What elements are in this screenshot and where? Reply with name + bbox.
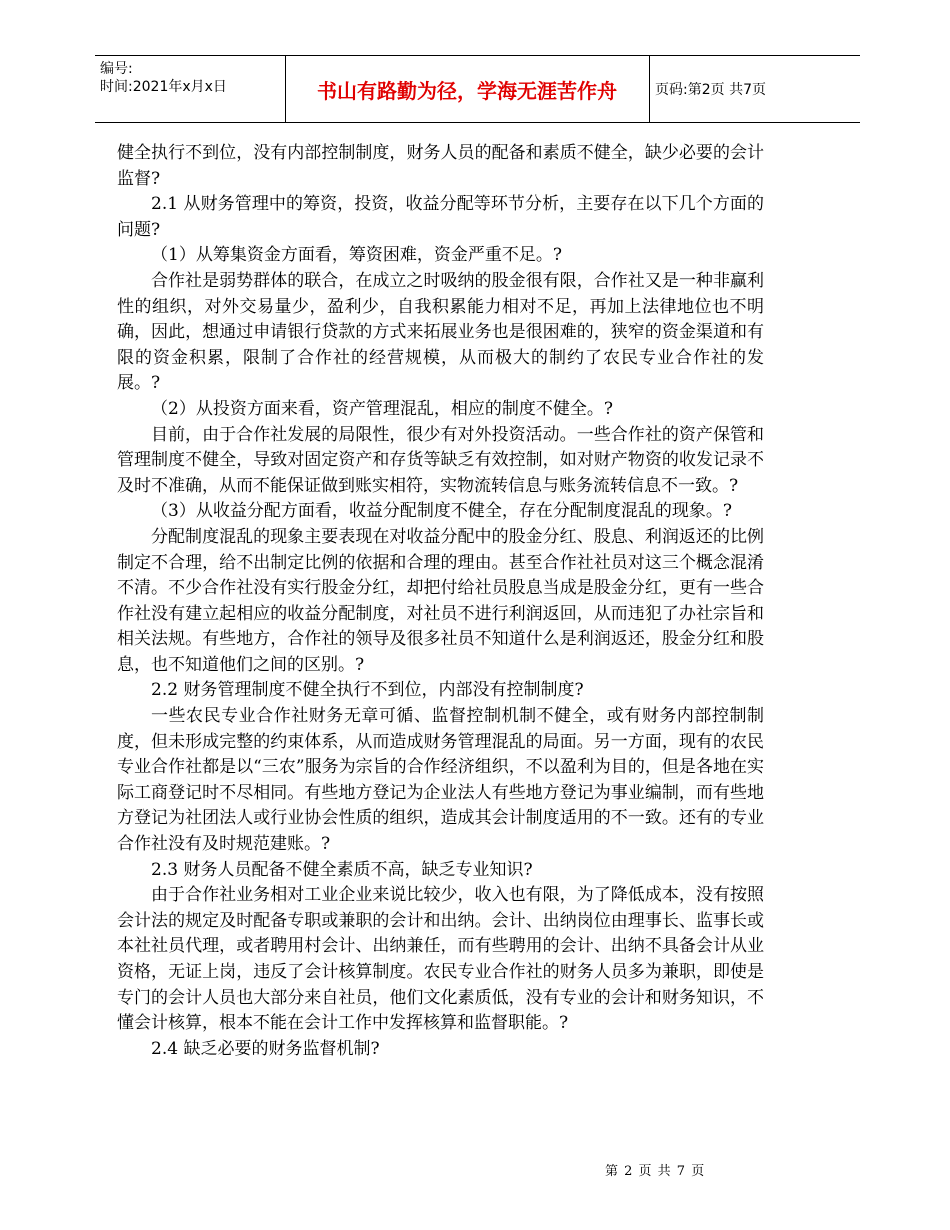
header-motto: 书山有路勤为径，学海无涯苦作舟 [317,78,617,103]
section-heading: 2.1 从财务管理中的筹资，投资，收益分配等环节分析，主要存在以下几个方面的问题? [117,194,764,240]
paragraph: 分配制度混乱的现象主要表现在对收益分配中的股金分红、股息、利润返还的比例制定不合理，给不出制定比例的依据和合理的理由。甚至合作社社员对这三个概念混淆不清。不少合作社没有实行股金分红，却把付给社员股息当成是股金分红，更有一些合作社没有建立起相应的收益分配制度，对社员不进行利润返回，从而违犯了办社宗旨和相关法规。有些地方，合作社的领导及很多社员不知道什么是利润返还，股金分红和股息，也不知道他们之间的区别。? [117,526,764,675]
document-body [117,141,764,1062]
time-label: 时间:2021年x月x日 [100,79,227,95]
paragraph: 目前，由于合作社发展的局限性，很少有对外投资活动。一些合作社的资产保管和管理制度不健全，导致对固定资产和存货等缺乏有效控制，如对财产物资的收发记录不及时不准确，从而不能保证做到账实相符，实物流转信息与账务流转信息不一致。? [117,424,764,496]
subsection-heading: （1）从筹集资金方面看，筹资困难，资金严重不足。? [151,245,562,266]
code-label: 编号: [100,61,133,77]
header-meta [100,60,227,96]
section-heading: 2.2 财务管理制度不健全执行不到位，内部没有控制制度? [151,680,584,701]
paragraph: 一些农民专业合作社财务无章可循、监督控制机制不健全，或有财务内部控制制度，但未形成完整的约束体系，从而造成财务管理混乱的局面。另一方面，现有的农民专业合作社都是以“三农”服务为宗旨的合作经济组织，不以盈利为目的，但是各地在实际工商登记时不尽相同。有些地方登记为企业法人有些地方登记为事业编制，而有些地方登记为社团法人或行业协会性质的组织，造成其会计制度适用的不一致。还有的专业合作社没有及时规范建账。? [117,706,764,855]
paragraph: 合作社是弱势群体的联合，在成立之时吸纳的股金很有限，合作社又是一种非赢利性的组织，对外交易量少，盈利少，自我积累能力相对不足，再加上法律地位也不明确，因此，想通过申请银行贷款的方式来拓展业务也是很困难的，狭窄的资金渠道和有限的资金积累，限制了合作社的经营规模，从而极大的制约了农民专业合作社的发展。? [117,270,764,394]
section-heading: 2.3 财务人员配备不健全素质不高，缺乏专业知识? [151,859,533,880]
paragraph: 健全执行不到位，没有内部控制制度，财务人员的配备和素质不健全，缺少必要的会计监督? [117,143,764,189]
header-divider [285,56,286,122]
paragraph: 由于合作社业务相对工业企业来说比较少，收入也有限，为了降低成本，没有按照会计法的规定及时配备专职或兼职的会计和出纳。会计、出纳岗位由理事长、监事长或本社社员代理，或者聘用村会计、出纳兼任，而有些聘用的会计、出纳不具备会计从业资格，无证上岗，违反了会计核算制度。农民专业合作社的财务人员多为兼职，即使是专门的会计人员也大部分来自社员，他们文化素质低，没有专业的会计和财务知识，不懂会计核算，根本不能在会计工作中发挥核算和监督职能。? [117,885,764,1034]
section-heading: 2.4 缺乏必要的财务监督机制? [151,1038,380,1059]
header-divider [649,56,650,122]
header-page-info: 页码:第2页 共7页 [655,82,766,98]
page-header [95,55,860,123]
subsection-heading: （3）从收益分配方面看，收益分配制度不健全，存在分配制度混乱的现象。? [151,501,732,522]
page-footer: 第 2 页 共 7 页 [605,1164,706,1179]
subsection-heading: （2）从投资方面来看，资产管理混乱，相应的制度不健全。? [151,398,613,419]
